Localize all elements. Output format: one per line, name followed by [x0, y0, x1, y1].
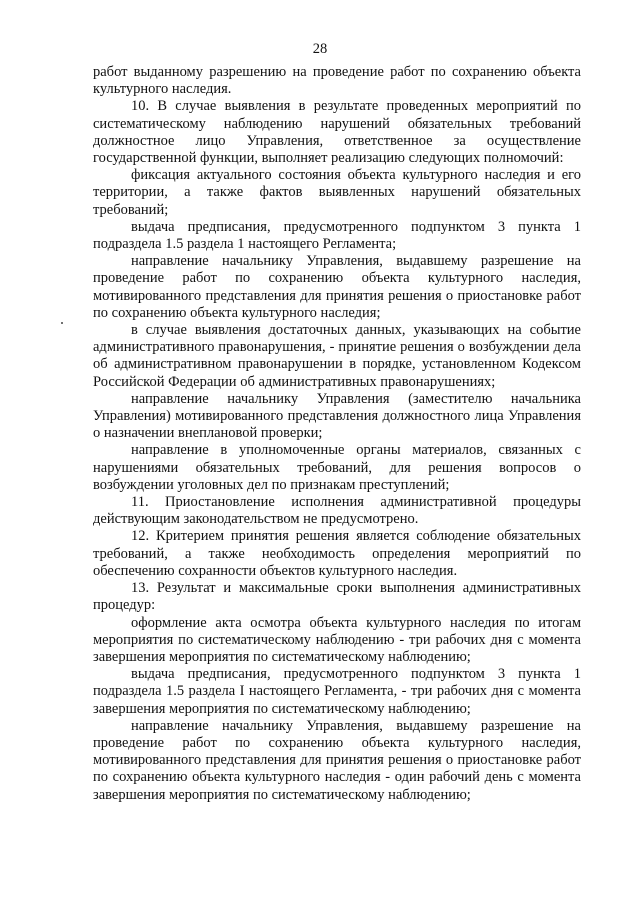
- paragraph-fixation: фиксация актуального состояния объекта культурного наследия и его территории, а также фактов выявленных нарушений обязательных требований;: [93, 167, 581, 218]
- paragraph-inspection-act: оформление акта осмотра объекта культурного наследия по итогам мероприятия по систематическому наблюдению - три рабочих дня с момента завершения мероприятия по систематическому наблюдению;: [93, 614, 581, 665]
- paragraph-authorized-bodies: направление в уполномоченные органы материалов, связанных с нарушениями обязательных требований, для решения вопросов о возбуждении уголовных дел по признакам преступлений;: [93, 442, 581, 493]
- paragraph-direction-deadline: направление начальнику Управления, выдавшему разрешение на проведение работ по сохранению объекта культурного наследия, мотивированного представления для принятия решения о приостановке работ по сохранению объекта культурного наследия - один рабочий день с момента завершения мероприятия по систематическому наблюдению;: [93, 717, 581, 803]
- paragraph-continuation: работ выданному разрешению на проведение работ по сохранению объекта культурного наследия.: [93, 64, 581, 98]
- paragraph-direction-head: направление начальнику Управления, выдавшему разрешение на проведение работ по сохранению объекта культурного наследия, мотивированного представления для принятия решения о приостановке работ по сохранению объекта культурного наследия;: [93, 253, 581, 321]
- paragraph-prescription-deadline: выдача предписания, предусмотренного подпунктом 3 пункта 1 подраздела 1.5 раздела I настоящего Регламента, - три рабочих дня с момента завершения мероприятия по систематическому наблюдению;: [93, 666, 581, 717]
- page-number: 28: [312, 41, 328, 57]
- margin-mark: [61, 322, 63, 324]
- paragraph-unscheduled-inspection: направление начальнику Управления (заместителю начальника Управления) мотивированного представления должностного лица Управления о назначении внеплановой проверки;: [93, 390, 581, 442]
- paragraph-item-11: 11. Приостановление исполнения административной процедуры действующим законодательством не предусмотрено.: [93, 494, 581, 528]
- document-body: [93, 64, 581, 804]
- paragraph-item-10: 10. В случае выявления в результате проведенных мероприятий по систематическому наблюдению нарушений обязательных требований должностное лицо Управления, ответственное за осуществление государственной функции, выполняет реализацию следующих полномочий:: [93, 98, 581, 167]
- paragraph-item-13: 13. Результат и максимальные сроки выполнения административных процедур:: [93, 580, 581, 614]
- paragraph-prescription: выдача предписания, предусмотренного подпунктом 3 пункта 1 подраздела 1.5 раздела 1 настоящего Регламента;: [93, 218, 581, 253]
- paragraph-administrative-offense: в случае выявления достаточных данных, указывающих на событие административного правонарушения, - принятие решения о возбуждении дела об административном правонарушении в порядке, установленном Кодексом Российской Федерации об административных правонарушениях;: [93, 322, 581, 390]
- paragraph-item-12: 12. Критерием принятия решения является соблюдение обязательных требований, а также необходимость определения мероприятий по обеспечению сохранности объектов культурного наследия.: [93, 528, 581, 579]
